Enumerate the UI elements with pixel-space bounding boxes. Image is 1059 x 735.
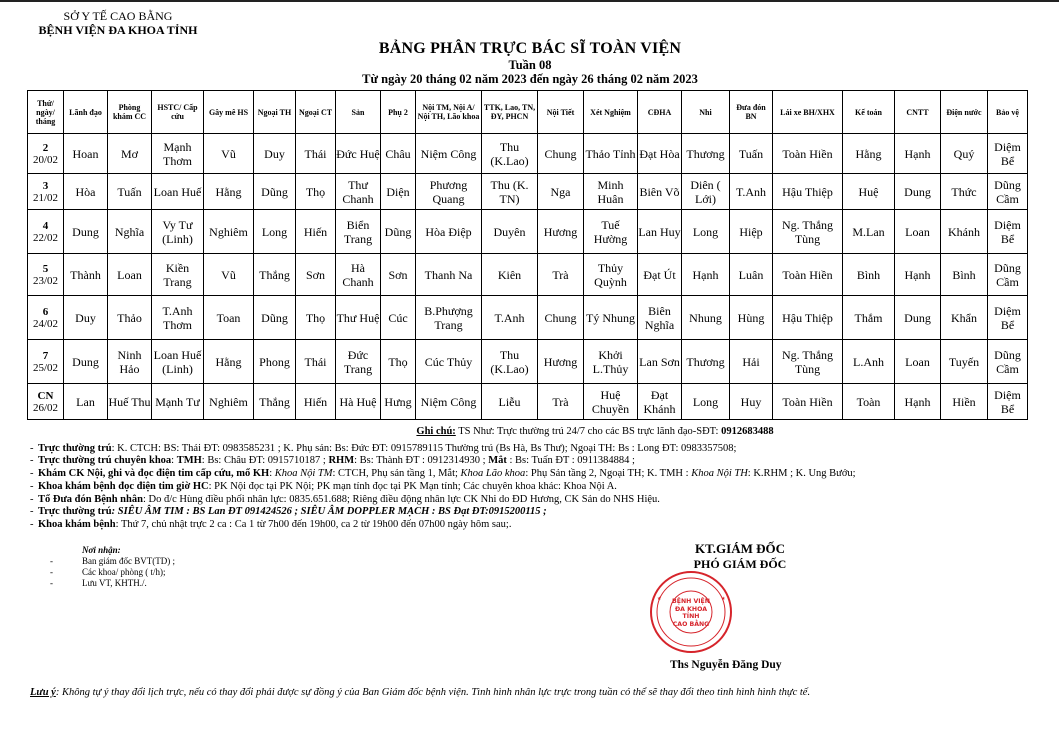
table-cell: Thọ — [296, 296, 336, 340]
table-cell: Hằng — [843, 134, 895, 174]
column-header: Bảo vệ — [988, 91, 1028, 134]
table-cell: Toàn Hiền — [773, 384, 843, 420]
column-header: Gây mê HS — [204, 91, 254, 134]
table-cell: Đạt Út — [638, 254, 682, 296]
day-cell — [28, 134, 64, 174]
table-cell: Nghĩa — [108, 210, 152, 254]
column-header: Kế toán — [843, 91, 895, 134]
table-cell: Hậu Thiệp — [773, 174, 843, 210]
table-cell: Nghiêm — [204, 210, 254, 254]
table-cell: Sơn — [296, 254, 336, 296]
table-cell: Thương — [682, 134, 730, 174]
footer-text: : Không tự ý thay đổi lịch trực, nếu có thay đổi phải được sự đồng ý của Ban Giám đốc bệnh viện. Tình hình nhân lực trực trong tuần có thể sẽ thay đổi theo tình hình hình thực tế. — [55, 687, 811, 698]
table-cell: Dung — [64, 340, 108, 384]
day-cell — [28, 296, 64, 340]
top-border-line — [0, 0, 1059, 2]
signer-subrole: PHÓ GIÁM ĐỐC — [693, 557, 787, 571]
table-cell: Hương — [538, 210, 584, 254]
table-cell: Nghiêm — [204, 384, 254, 420]
column-header: Đưa đón BN — [730, 91, 773, 134]
column-header: Nội TM, Nội A/ Nội TH, Lão khoa — [416, 91, 482, 134]
table-cell: Long — [682, 384, 730, 420]
recipients-block — [50, 545, 175, 589]
table-cell: Loan Huế (Linh) — [152, 340, 204, 384]
weekday: 7 — [42, 349, 49, 362]
column-header: Điện nước — [941, 91, 988, 134]
note-label: Tổ Đưa đón Bệnh nhân — [38, 493, 143, 505]
table-cell: Hiến — [296, 384, 336, 420]
table-cell: Dũng — [254, 174, 296, 210]
table-cell: T.Anh — [730, 174, 773, 210]
table-cell: Đạt Hòa — [638, 134, 682, 174]
table-cell: Loan — [895, 340, 941, 384]
note-label: Trực thường trú chuyên khoa — [38, 455, 172, 467]
table-cell: Duy — [64, 296, 108, 340]
table-cell: Trà — [538, 254, 584, 296]
note-italic: Khoa Lão khoa — [460, 468, 526, 480]
note-text: : Do đ/c Hùng điều phối nhân lực: 0835.651.688; Riêng điều động nhân lực CK Nhi do ĐD Hương, CK Sản do NHS Hiệu. — [142, 493, 660, 505]
table-cell: Sơn — [381, 254, 416, 296]
weekday: 5 — [42, 262, 49, 275]
table-cell: Dũng Cầm — [988, 340, 1028, 384]
table-cell: Diệm Bể — [988, 210, 1028, 254]
table-cell: Niệm Công — [416, 384, 482, 420]
note-label: Khoa khám bệnh — [38, 518, 116, 530]
table-cell: Thảo — [108, 296, 152, 340]
table-cell: Hậu Thiệp — [773, 296, 843, 340]
note-line-dien-tim: - Khoa khám bệnh đọc điện tim giờ HC: PK Nội đọc tại PK Nội; PK mạn tính đọc tại PK Mạn tính; Các chuyên khoa khác: Khoa Nội A. — [30, 480, 617, 492]
table-cell: L.Anh — [843, 340, 895, 384]
table-cell: Phương Quang — [416, 174, 482, 210]
column-header: Xét Nghiệm — [584, 91, 638, 134]
org-hospital: BỆNH VIỆN ĐA KHOA TỈNH — [38, 23, 198, 37]
svg-text:BỆNH VIỆN: BỆNH VIỆN — [672, 598, 710, 605]
note-line-chuyen-khoa: - Trực thường trú chuyên khoa: TMH: Bs: Châu ĐT: 0915710187 ; RHM: Bs: Thành ĐT : 0912314930 ; Mắt : Bs: Tuấn ĐT : 0911384884 ; — [30, 455, 635, 467]
table-cell: Tuyến — [941, 340, 988, 384]
signer-name: Ths Nguyễn Đăng Duy — [670, 659, 782, 671]
svg-text:★: ★ — [657, 596, 662, 602]
weekday: 2 — [42, 141, 49, 154]
table-cell: Vy Tư (Linh) — [152, 210, 204, 254]
table-cell: Vũ — [204, 254, 254, 296]
table-cell: Huệ Chuyền — [584, 384, 638, 420]
table-cell: Hải — [730, 340, 773, 384]
date: 20/02 — [32, 153, 59, 166]
document-title: BẢNG PHÂN TRỰC BÁC SĨ TOÀN VIỆN — [378, 40, 682, 57]
table-cell: Thắm — [843, 296, 895, 340]
table-cell: Biên Võ — [638, 174, 682, 210]
table-cell: Hiến — [296, 210, 336, 254]
table-cell: Hằng — [204, 340, 254, 384]
table-cell: Bình — [941, 254, 988, 296]
table-cell: Mạnh Tư — [152, 384, 204, 420]
ghi-chu-text: TS Như: Trực thường trú 24/7 cho các BS trực lãnh đạo-SĐT: — [455, 426, 722, 437]
footer-label: Lưu ý — [30, 687, 56, 698]
table-cell: Nhung — [682, 296, 730, 340]
date: 26/02 — [32, 401, 59, 414]
table-cell: Loan Huế — [152, 174, 204, 210]
column-header: Lãnh đạo — [64, 91, 108, 134]
table-cell: Biển Trang — [336, 210, 381, 254]
table-cell: Long — [682, 210, 730, 254]
ghi-chu-label: Ghi chú: — [416, 426, 456, 437]
table-cell: Thắng — [254, 384, 296, 420]
table-cell: Thu (K.Lao) — [482, 340, 538, 384]
table-cell: Tuấn — [730, 134, 773, 174]
org-department: SỞ Y TẾ CAO BẰNG — [63, 9, 173, 23]
table-cell: Hằng — [204, 174, 254, 210]
table-cell: Thư Chanh — [336, 174, 381, 210]
table-cell: Quý — [941, 134, 988, 174]
table-cell: Luân — [730, 254, 773, 296]
signer-role: KT.GIÁM ĐỐC — [694, 541, 786, 556]
table-cell: Kiền Trang — [152, 254, 204, 296]
column-header: CĐHA — [638, 91, 682, 134]
note-text: : Bs: Tuấn ĐT : 0911384884 ; — [506, 455, 635, 467]
recipients-heading: Nơi nhận: — [82, 545, 121, 555]
footer-note — [30, 686, 1040, 699]
note-text: : K.RHM ; K. Ung Bướu; — [747, 468, 856, 480]
notes-section — [30, 426, 1040, 532]
table-cell: Huệ — [843, 174, 895, 210]
note-label: Trực thường trú — [38, 442, 112, 454]
table-cell: Thắng — [254, 254, 296, 296]
svg-text:TỈNH: TỈNH — [682, 613, 700, 620]
note-bold: TMH — [176, 455, 202, 467]
weekday: CN — [37, 389, 54, 402]
table-cell: Chung — [538, 296, 584, 340]
column-header: Phòng khám CC — [108, 91, 152, 134]
note-bold: Mắt — [488, 455, 507, 467]
week-label: Tuần 08 — [508, 58, 552, 72]
column-header: HSTC/ Cấp cứu — [152, 91, 204, 134]
table-cell: Hòa — [64, 174, 108, 210]
table-row — [28, 296, 1028, 340]
table-cell: Toàn Hiền — [773, 254, 843, 296]
date: 22/02 — [32, 231, 59, 244]
table-cell: Hiệp — [730, 210, 773, 254]
note-text: : K. CTCH: BS: Thái ĐT: 0983585231 ; K. Phụ sản: Bs: Đức ĐT: 0915789115 Thường trú (Bs Hà, Bs Thư); Ngoại TH: Bs : Long ĐT: 0983357508; — [111, 442, 737, 454]
table-row — [28, 210, 1028, 254]
table-cell: Thọ — [296, 174, 336, 210]
recipient-text: Các khoa/ phòng ( t/h); — [82, 567, 166, 577]
table-cell: Hà Chanh — [336, 254, 381, 296]
table-cell: Dũng — [254, 296, 296, 340]
note-line-kham-ck: - Khám CK Nội, ghi và đọc điện tim cấp cứu, mổ KH: Khoa Nội TM: CTCH, Phụ sản tầng 1, Mắt; Khoa Lão khoa: Phụ Sản tầng 2, Ngoại TH; K. TMH : Khoa Nội TH: K.RHM ; K. Ung Bướu; — [30, 468, 856, 480]
table-cell: Hạnh — [895, 134, 941, 174]
table-cell: Bình — [843, 254, 895, 296]
table-cell: Cúc — [381, 296, 416, 340]
table-cell: Thái — [296, 340, 336, 384]
note-text: : — [171, 455, 177, 467]
table-cell: Ninh Hảo — [108, 340, 152, 384]
ghi-chu-phone: 0912683488 — [721, 426, 774, 437]
column-header: CNTT — [895, 91, 941, 134]
table-cell: Đạt Khánh — [638, 384, 682, 420]
table-cell: B.Phượng Trang — [416, 296, 482, 340]
recipient-item: - Lưu VT, KHTH./. — [50, 578, 147, 588]
table-cell: Toàn — [843, 384, 895, 420]
date: 21/02 — [32, 191, 59, 204]
table-cell: Khẩn — [941, 296, 988, 340]
table-row — [28, 340, 1028, 384]
table-cell: T.Anh Thơm — [152, 296, 204, 340]
table-cell: Thủy Quỳnh — [584, 254, 638, 296]
table-cell: Diên ( Lới) — [682, 174, 730, 210]
column-header: Nội Tiết — [538, 91, 584, 134]
table-cell: Mơ — [108, 134, 152, 174]
note-text: : PK Nội đọc tại PK Nội; PK mạn tính đọc tại PK Mạn tính; Các chuyên khoa khác: Khoa Nội A. — [208, 480, 617, 492]
date-range: Từ ngày 20 tháng 02 năm 2023 đến ngày 26 tháng 02 năm 2023 — [362, 72, 698, 86]
note-label: Khoa khám bệnh đọc điện tim giờ HC — [38, 480, 209, 492]
table-cell: T.Anh — [482, 296, 538, 340]
table-cell: Thảo Tỉnh — [584, 134, 638, 174]
table-cell: Dung — [895, 296, 941, 340]
table-cell: Mạnh Thơm — [152, 134, 204, 174]
table-cell: Hương — [538, 340, 584, 384]
note-text: : CTCH, Phụ sản tầng 1, Mắt; — [332, 468, 461, 480]
table-row — [28, 134, 1028, 174]
table-cell: Dũng Cầm — [988, 174, 1028, 210]
table-cell: Vũ — [204, 134, 254, 174]
table-cell: Liễu — [482, 384, 538, 420]
note-text: : Phụ Sản tầng 2, Ngoại TH; K. TMH : — [525, 468, 692, 480]
column-header: TTK, Lao, TN, ĐY, PHCN — [482, 91, 538, 134]
column-header: Nhi — [682, 91, 730, 134]
table-cell: Hưng — [381, 384, 416, 420]
note-line-dua-don: - Tổ Đưa đón Bệnh nhân: Do đ/c Hùng điều phối nhân lực: 0835.651.688; Riêng điều động nhân lực CK Nhi do ĐD Hương, CK Sản do NHS Hiệu. — [30, 493, 660, 505]
table-cell: Hòa Điệp — [416, 210, 482, 254]
day-cell — [28, 210, 64, 254]
table-cell: Khởi L.Thủy — [584, 340, 638, 384]
table-cell: Diệm Bể — [988, 296, 1028, 340]
table-cell: Toan — [204, 296, 254, 340]
table-cell: Nga — [538, 174, 584, 210]
table-cell: Tuế Hường — [584, 210, 638, 254]
table-cell: Diệm Bể — [988, 384, 1028, 420]
table-cell: Thái — [296, 134, 336, 174]
column-header: Thứ/ ngày/ tháng — [28, 91, 64, 134]
table-cell: Hạnh — [895, 384, 941, 420]
table-cell: Huế Thu — [108, 384, 152, 420]
note-text: : SIÊU ÂM TIM : BS Lan ĐT 091424526 ; SIÊU ÂM DOPPLER MẠCH : BS Đạt ĐT:0915200115 ; — [111, 506, 547, 518]
note-line-truc-thuong-tru: - Trực thường trú: K. CTCH: BS: Thái ĐT: 0983585231 ; K. Phụ sản: Bs: Đức ĐT: 0915789115 Thường trú (Bs Hà, Bs Thư); Ngoại TH: Bs : Long ĐT: 0983357508; — [30, 442, 737, 454]
table-cell: Minh Huân — [584, 174, 638, 210]
table-cell: M.Lan — [843, 210, 895, 254]
recipient-item: - Ban giám đốc BVT(TD) ; — [50, 556, 175, 566]
note-line-kham-benh: - Khoa khám bệnh: Thứ 7, chủ nhật trực 2 ca : Ca 1 từ 7h00 đến 19h00, ca 2 từ 19h00 đến 07h00 ngày hôm sau;. — [30, 518, 512, 530]
table-cell: Châu — [381, 134, 416, 174]
organization-header — [28, 9, 208, 37]
table-cell: Đức Trang — [336, 340, 381, 384]
table-cell: Dũng — [381, 210, 416, 254]
note-label: Khám CK Nội, ghi và đọc điện tim cấp cứu, mổ KH — [38, 468, 270, 480]
table-cell: Hiền — [941, 384, 988, 420]
note-text: : Thứ 7, chủ nhật trực 2 ca : Ca 1 từ 7h00 đến 19h00, ca 2 từ 19h00 đến 07h00 ngày hôm sau;. — [115, 518, 512, 530]
table-cell: Dung — [895, 174, 941, 210]
table-cell: Lan Huy — [638, 210, 682, 254]
table-cell: Thành — [64, 254, 108, 296]
table-cell: Tuấn — [108, 174, 152, 210]
table-cell: Khánh — [941, 210, 988, 254]
table-cell: Niệm Công — [416, 134, 482, 174]
day-cell — [28, 174, 64, 210]
table-cell: Hùng — [730, 296, 773, 340]
table-cell: Hoan — [64, 134, 108, 174]
table-cell: Lan Sơn — [638, 340, 682, 384]
table-cell: Diệm Bể — [988, 134, 1028, 174]
note-text: : Bs: Thành ĐT : 0912314930 ; — [354, 455, 489, 467]
note-label: Trực thường trú — [38, 506, 112, 518]
column-header: Ngoại CT — [296, 91, 336, 134]
table-cell: Tý Nhung — [584, 296, 638, 340]
table-cell: Thương — [682, 340, 730, 384]
recipient-text: Lưu VT, KHTH./. — [82, 578, 147, 588]
table-cell: Lan — [64, 384, 108, 420]
svg-text:★: ★ — [721, 596, 726, 602]
table-cell: Thanh Na — [416, 254, 482, 296]
table-cell: Dũng Cầm — [988, 254, 1028, 296]
table-cell: Ng. Thắng Tùng — [773, 340, 843, 384]
table-cell: Thu (K. TN) — [482, 174, 538, 210]
recipient-item: - Các khoa/ phòng ( t/h); — [50, 567, 166, 577]
table-cell: Huy — [730, 384, 773, 420]
note-bold: RHM — [328, 455, 355, 467]
table-cell: Dung — [64, 210, 108, 254]
weekday: 6 — [42, 305, 49, 318]
date: 24/02 — [32, 317, 59, 330]
table-cell: Hạnh — [895, 254, 941, 296]
note-italic: Khoa Nội TH — [691, 468, 748, 480]
table-cell: Thức — [941, 174, 988, 210]
table-cell: Loan — [108, 254, 152, 296]
day-cell — [28, 254, 64, 296]
date: 23/02 — [32, 274, 59, 287]
document-title-block — [240, 40, 820, 86]
svg-text:CAO BẰNG: CAO BẰNG — [672, 621, 710, 628]
ghi-chu-line — [150, 426, 1040, 439]
table-cell: Chung — [538, 134, 584, 174]
table-cell: Long — [254, 210, 296, 254]
weekday: 4 — [42, 219, 49, 232]
column-header: Phụ 2 — [381, 91, 416, 134]
column-header: Sản — [336, 91, 381, 134]
note-text: : Bs: Châu ĐT: 0915710187 ; — [201, 455, 329, 467]
duty-schedule-table — [27, 90, 1028, 420]
table-cell: Hạnh — [682, 254, 730, 296]
column-header: Lái xe BH/XHX — [773, 91, 843, 134]
table-cell: Thu (K.Lao) — [482, 134, 538, 174]
note-line-sieu-am: - Trực thường trú: SIÊU ÂM TIM : BS Lan ĐT 091424526 ; SIÊU ÂM DOPPLER MẠCH : BS Đạt ĐT:0915200115 ; — [30, 506, 547, 518]
table-cell: Loan — [895, 210, 941, 254]
day-cell — [28, 340, 64, 384]
table-cell: Kiên — [482, 254, 538, 296]
date: 25/02 — [32, 361, 59, 374]
official-stamp-icon — [649, 570, 733, 654]
table-row — [28, 254, 1028, 296]
table-cell: Thư Huệ — [336, 296, 381, 340]
table-cell: Đức Huệ — [336, 134, 381, 174]
table-cell: Toàn Hiền — [773, 134, 843, 174]
day-cell — [28, 384, 64, 420]
table-cell: Cúc Thủy — [416, 340, 482, 384]
table-cell: Biên Nghĩa — [638, 296, 682, 340]
table-cell: Phong — [254, 340, 296, 384]
table-cell: Duy — [254, 134, 296, 174]
note-italic: Khoa Nội TM — [274, 468, 333, 480]
table-cell: Thọ — [381, 340, 416, 384]
table-header-row — [28, 91, 1028, 134]
table-row — [28, 384, 1028, 420]
svg-text:ĐA KHOA: ĐA KHOA — [675, 606, 707, 613]
note-text: : — [269, 468, 275, 480]
table-row — [28, 174, 1028, 210]
table-cell: Ng. Thắng Tùng — [773, 210, 843, 254]
recipient-text: Ban giám đốc BVT(TD) ; — [82, 556, 175, 566]
table-cell: Hà Huệ — [336, 384, 381, 420]
table-cell: Duyên — [482, 210, 538, 254]
weekday: 3 — [42, 179, 49, 192]
table-cell: Trà — [538, 384, 584, 420]
column-header: Ngoại TH — [254, 91, 296, 134]
table-cell: Diện — [381, 174, 416, 210]
